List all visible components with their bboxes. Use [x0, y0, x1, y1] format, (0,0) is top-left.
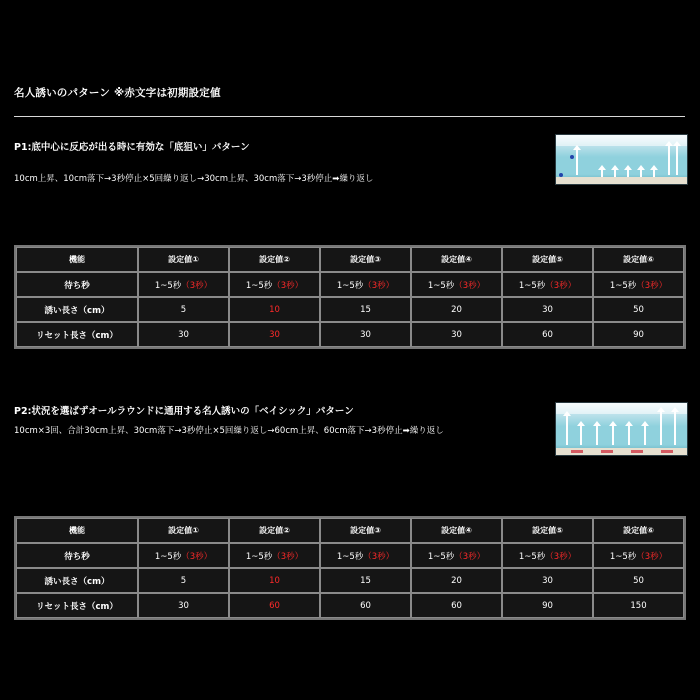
table-row: [16, 272, 684, 297]
row-label: リセット長さ（cm）: [16, 322, 138, 347]
row-label: リセット長さ（cm）: [16, 593, 138, 618]
table-cell: [502, 297, 593, 322]
table-cell: [411, 568, 502, 593]
table-row: [16, 593, 684, 618]
table-cell: [138, 543, 229, 568]
table-cell: [593, 272, 684, 297]
table-cell: [502, 322, 593, 347]
table-cell: [138, 568, 229, 593]
cell-value: 1~5秒: [154, 551, 182, 562]
cell-value: 1~5秒: [609, 280, 637, 291]
column-header-setting-3: 設定値③: [320, 518, 411, 543]
row-label: 誘い長さ（cm）: [16, 568, 138, 593]
cell-value: 1~5秒: [427, 280, 455, 291]
cell-default-value: （3秒）: [545, 280, 577, 291]
row-label: 待ち秒: [16, 272, 138, 297]
table-row: [16, 543, 684, 568]
cell-value: 50: [633, 575, 644, 586]
column-header-setting-2: 設定値②: [229, 518, 320, 543]
column-header-setting-5: 設定値⑤: [502, 518, 593, 543]
cell-default-value: （3秒）: [454, 551, 486, 562]
column-header-setting-6: 設定値⑥: [593, 518, 684, 543]
table-cell: [593, 322, 684, 347]
cell-value: 1~5秒: [609, 551, 637, 562]
column-header-setting-6: 設定値⑥: [593, 247, 684, 272]
table-cell: [502, 593, 593, 618]
cell-value: 20: [451, 575, 462, 586]
cell-value: 90: [542, 600, 553, 611]
table-cell: [593, 543, 684, 568]
cell-default-value: （3秒）: [363, 551, 395, 562]
cell-default-value: （3秒）: [272, 280, 304, 291]
cell-default-value: 60: [269, 600, 280, 611]
cell-value: 90: [633, 329, 644, 340]
cell-default-value: （3秒）: [636, 551, 668, 562]
title-divider: [14, 116, 685, 117]
cell-value: 1~5秒: [518, 551, 546, 562]
column-header-setting-1: 設定値①: [138, 247, 229, 272]
cell-value: 50: [633, 304, 644, 315]
cell-default-value: 10: [269, 304, 280, 315]
cell-default-value: （3秒）: [272, 551, 304, 562]
column-header-setting-1: 設定値①: [138, 518, 229, 543]
pattern-1-description: 10cm上昇、10cm落下→3秒停止×5回繰り返し→30cm上昇、30cm落下→3秒停止➡繰り返し: [14, 174, 374, 184]
cell-value: 1~5秒: [245, 551, 273, 562]
pattern-2-description: 10cm×3回、合計30cm上昇、30cm落下→3秒停止×5回繰り返し→60cm上昇、60cm落下→3秒停止➡繰り返し: [14, 426, 444, 436]
cell-value: 60: [542, 329, 553, 340]
table-row: [16, 322, 684, 347]
table-cell: [320, 272, 411, 297]
page-title: 名人誘いのパターン ※赤文字は初期設定値: [14, 87, 221, 99]
cell-default-value: （3秒）: [363, 280, 395, 291]
cell-value: 150: [630, 600, 647, 611]
table-cell: [593, 297, 684, 322]
pattern-2-heading: P2:状況を選ばずオールラウンドに通用する名人誘いの「ベイシック」パターン: [14, 406, 354, 417]
row-label: 誘い長さ（cm）: [16, 297, 138, 322]
cell-value: 15: [360, 304, 371, 315]
table-cell: [229, 568, 320, 593]
cell-value: 1~5秒: [336, 280, 364, 291]
cell-default-value: （3秒）: [454, 280, 486, 291]
table-cell: [229, 593, 320, 618]
table-row: [16, 297, 684, 322]
table-cell: [502, 568, 593, 593]
table-cell: [320, 568, 411, 593]
cell-default-value: （3秒）: [636, 280, 668, 291]
cell-value: 60: [360, 600, 371, 611]
column-header-setting-4: 設定値④: [411, 247, 502, 272]
table-cell: [138, 593, 229, 618]
cell-value: 30: [178, 600, 189, 611]
table-cell: [138, 297, 229, 322]
table-cell: [502, 272, 593, 297]
pattern-2-settings-table: [14, 516, 686, 620]
pattern-1-heading: P1:底中心に反応が出る時に有効な「底狙い」パターン: [14, 142, 250, 153]
pattern-2-diagram: [555, 402, 688, 456]
column-header-function: 機能: [16, 247, 138, 272]
table-header-row: [16, 518, 684, 543]
cell-value: 60: [451, 600, 462, 611]
cell-value: 1~5秒: [154, 280, 182, 291]
cell-value: 15: [360, 575, 371, 586]
cell-default-value: 10: [269, 575, 280, 586]
cell-value: 30: [542, 304, 553, 315]
table-cell: [229, 543, 320, 568]
table-cell: [229, 322, 320, 347]
cell-default-value: （3秒）: [181, 280, 213, 291]
table-cell: [320, 593, 411, 618]
cell-value: 30: [178, 329, 189, 340]
pattern-1-settings-table: [14, 245, 686, 349]
cell-value: 5: [180, 304, 187, 315]
column-header-setting-5: 設定値⑤: [502, 247, 593, 272]
table-cell: [593, 593, 684, 618]
cell-value: 1~5秒: [336, 551, 364, 562]
cell-value: 1~5秒: [245, 280, 273, 291]
table-cell: [593, 568, 684, 593]
table-cell: [229, 272, 320, 297]
table-row: [16, 568, 684, 593]
table-cell: [138, 272, 229, 297]
table-cell: [138, 322, 229, 347]
column-header-setting-3: 設定値③: [320, 247, 411, 272]
cell-default-value: （3秒）: [545, 551, 577, 562]
table-cell: [411, 593, 502, 618]
cell-value: 5: [180, 575, 187, 586]
table-cell: [229, 297, 320, 322]
cell-value: 1~5秒: [427, 551, 455, 562]
row-label: 待ち秒: [16, 543, 138, 568]
cell-default-value: （3秒）: [181, 551, 213, 562]
cell-value: 30: [360, 329, 371, 340]
cell-value: 1~5秒: [518, 280, 546, 291]
pattern-1-diagram: [555, 134, 688, 185]
cell-value: 30: [542, 575, 553, 586]
column-header-function: 機能: [16, 518, 138, 543]
table-cell: [411, 543, 502, 568]
cell-value: 20: [451, 304, 462, 315]
column-header-setting-4: 設定値④: [411, 518, 502, 543]
table-cell: [320, 543, 411, 568]
table-cell: [320, 322, 411, 347]
table-cell: [411, 322, 502, 347]
cell-value: 30: [451, 329, 462, 340]
table-cell: [411, 272, 502, 297]
table-cell: [411, 297, 502, 322]
table-cell: [320, 297, 411, 322]
column-header-setting-2: 設定値②: [229, 247, 320, 272]
table-header-row: [16, 247, 684, 272]
cell-default-value: 30: [269, 329, 280, 340]
table-cell: [502, 543, 593, 568]
